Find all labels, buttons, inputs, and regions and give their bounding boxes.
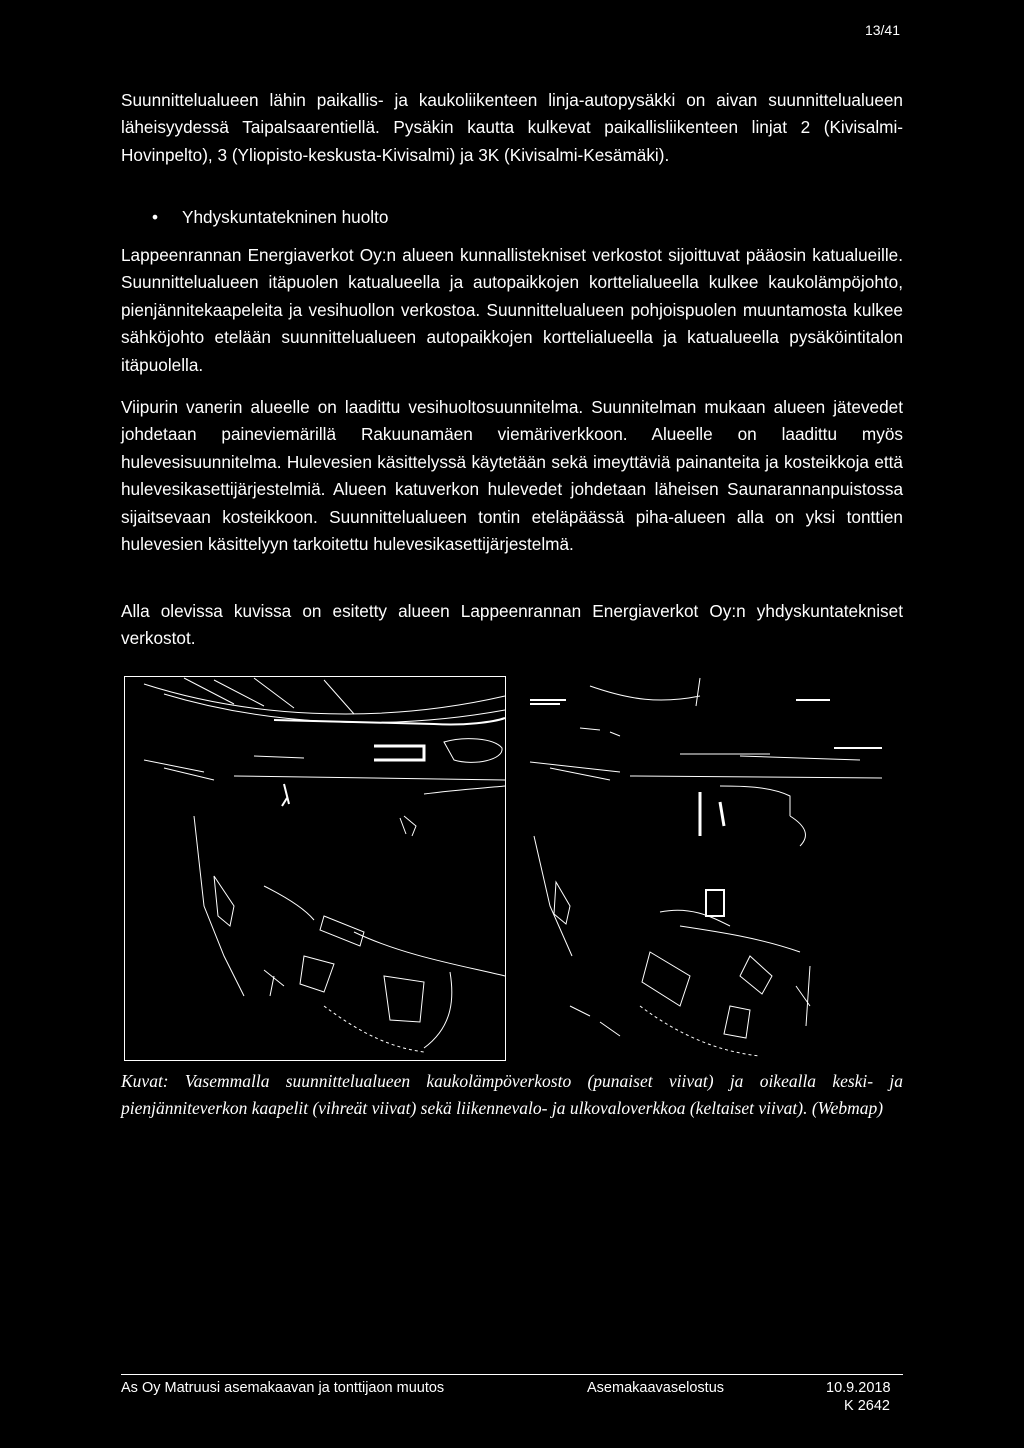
network-maps-figure [124, 676, 886, 1062]
page-number: 13/41 [864, 22, 900, 38]
figure-caption: Kuvat: Vasemmalla suunnittelualueen kaukolämpöverkosto (punaiset viivat) ja oikealla keski- ja pienjänniteverkon kaapelit (vihreät viivat) sekä liikennevalo- ja ulkovaloverkkoa (keltaiset viivat). (Webmap) [121, 1071, 903, 1119]
paragraph-water-plan: Viipurin vanerin alueelle on laadittu vesihuoltosuunnitelma. Suunnitelman mukaan alueen jätevedet johdetaan paineviemärillä Rakuunamäen viemäriverkkoon. Alueelle on laadittu myös hulevesisuunnitelma. Hulevesien käsittelyssä käytetään sekä imeyttäviä painanteita ja kosteikkoja että hulevesikasettijärjestelmiä. Alueen katuverkon hulevedet johdetaan läheisen Saunarannanpuistossa sijaitsevaan kosteikkoon. Suunnittelualueen tontin eteläpäässä piha-alueen alla on yksi tonttien hulevesien käsittelyyn tarkoitettu hulevesikasettijärjestelmä. [121, 397, 903, 555]
footer-code: K 2642 [844, 1398, 890, 1414]
footer-doc-type: Asemakaavaselostus [587, 1380, 725, 1396]
footer-divider [121, 1374, 903, 1375]
paragraph-bus-stop: Suunnittelualueen lähin paikallis- ja kaukoliikenteen linja-autopysäkki on aivan suunnittelualueen läheisyydessä Taipalsaarentiellä. Pysäkin kautta kulkevat paikallisliikenteen linjat 2 (Kivisalmi-Hovinpelto), 3 (Yliopisto-keskusta-Kivisalmi) ja 3K (Kivisalmi-Kesämäki). [121, 90, 903, 165]
bullet-heading-text: Yhdyskuntatekninen huolto [182, 207, 389, 227]
bullet-heading [152, 204, 388, 231]
paragraph-networks: Lappeenrannan Energiaverkot Oy:n alueen kunnallistekniset verkostot sijoittuvat pääosin katualueille. Suunnittelualueen itäpuolen katualueella ja autopaikkojen korttelialueella kulkee kaukolämpöjohto, pienjännitekaapeleita ja vesihuollon verkostoa. Suunnittelualueen pohjoispuolen muuntamosta kulkee sähköjohto etelään suunnittelualueen autopaikkojen korttelialueella ja katualueella pysäköintitalon itäpuolella. [121, 245, 903, 375]
paragraph-figure-intro: Alla olevissa kuvissa on esitetty alueen Lappeenrannan Energiaverkot Oy:n yhdyskuntatekniset verkostot. [121, 601, 903, 649]
bullet-icon: • [152, 207, 159, 227]
footer-title: As Oy Matruusi asemakaavan ja tonttijaon muutos [121, 1380, 445, 1396]
district-heating-map [125, 677, 506, 1061]
footer-date: 10.9.2018 [826, 1380, 891, 1396]
cable-network-map [530, 678, 882, 1056]
